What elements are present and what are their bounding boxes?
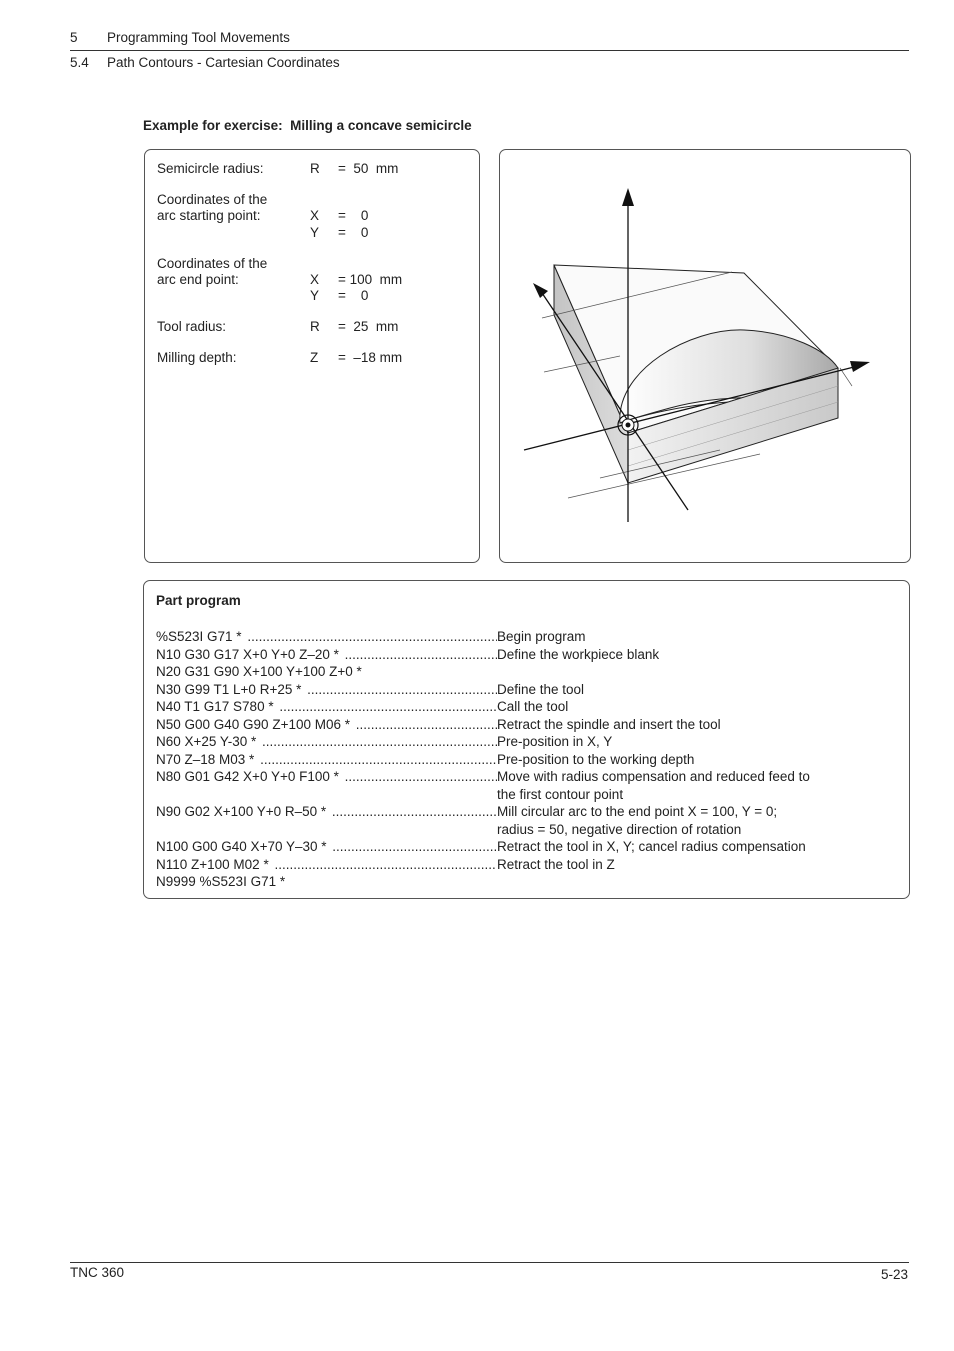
parameters-box (144, 149, 480, 563)
program-line (156, 856, 896, 874)
param-value: = 50 mm (338, 161, 399, 176)
param-label: Semicircle radius: (157, 161, 264, 176)
param-label: Tool radius: (157, 319, 227, 334)
program-description: Retract the tool in X, Y; cancel radius compensation (497, 839, 806, 854)
program-code (156, 873, 497, 891)
param-label: Coordinates of the arc end point: (157, 256, 268, 287)
param-symbol: Y (310, 225, 320, 240)
program-description: Define the workpiece blank (497, 646, 660, 662)
program-line (156, 821, 896, 839)
param-value: = 0 (338, 208, 369, 223)
part-program-box (143, 580, 910, 899)
program-description: Retract the spindle and insert the tool (497, 716, 721, 732)
program-code-text: N80 G01 G42 X+0 Y+0 F100 * (156, 769, 339, 784)
program-code-text: N110 Z+100 M02 * (156, 856, 269, 872)
program-line (156, 733, 896, 751)
program-code-text: N90 G02 X+100 Y+0 R–50 * (156, 804, 327, 819)
program-description (497, 663, 896, 681)
program-listing (156, 628, 896, 891)
example-title: Example for exercise: Milling a concave semicircle (143, 118, 472, 133)
program-line (156, 803, 896, 821)
program-code (156, 838, 497, 856)
param-value: = 0 (338, 288, 369, 303)
program-line (156, 663, 896, 681)
program-code-text (156, 822, 158, 837)
program-line (156, 681, 896, 699)
program-description (497, 873, 896, 891)
program-code (156, 821, 497, 839)
program-description: Call the tool (497, 699, 569, 714)
program-description: Begin program (497, 629, 586, 644)
page-number: 5-23 (880, 1267, 908, 1282)
program-code (156, 786, 497, 804)
program-line (156, 786, 896, 804)
running-header-section (70, 55, 340, 70)
part-program-title: Part program (156, 593, 241, 608)
program-description: Pre-position to the working depth (497, 751, 695, 767)
program-line (156, 646, 896, 664)
program-code-text: N100 G00 G40 X+70 Y–30 * (156, 839, 327, 854)
param-label: Milling depth: (157, 350, 237, 365)
section-number: 5.4 (70, 55, 89, 70)
program-code-text: N70 Z–18 M03 * (156, 751, 255, 767)
program-description: Pre-position in X, Y (497, 734, 613, 749)
program-line (156, 751, 896, 769)
program-code (156, 681, 497, 699)
program-line (156, 716, 896, 734)
program-code-text: N50 G00 G40 G90 Z+100 M06 * (156, 716, 350, 732)
illustration-box (499, 149, 911, 563)
param-symbol: X (310, 272, 320, 287)
header-rule (70, 50, 909, 51)
program-description: Move with radius compensation and reduced feed to (497, 769, 810, 784)
param-symbol: R (310, 319, 320, 334)
program-line (156, 838, 896, 856)
param-symbol: X (310, 208, 320, 223)
program-code (156, 803, 497, 821)
program-code-text: N10 G30 G17 X+0 Y+0 Z–20 * (156, 646, 339, 662)
param-value: = 0 (338, 225, 369, 240)
program-description: Define the tool (497, 681, 585, 697)
program-code-text: N40 T1 G17 S780 * (156, 699, 274, 714)
program-code (156, 716, 497, 734)
param-value: = –18 mm (338, 350, 403, 365)
program-code (156, 768, 497, 786)
program-description: Retract the tool in Z (497, 856, 615, 872)
chapter-number: 5 (70, 30, 78, 45)
workpiece-illustration (500, 150, 910, 562)
program-code-text: N9999 %S523I G71 * (156, 874, 286, 889)
param-symbol: R (310, 161, 320, 176)
program-line (156, 768, 896, 786)
program-code-text (156, 787, 158, 802)
param-symbol: Y (310, 288, 320, 303)
program-code (156, 856, 497, 874)
program-code (156, 628, 497, 646)
program-code-text: N20 G31 G90 X+100 Y+100 Z+0 * (156, 664, 362, 679)
program-code (156, 733, 497, 751)
param-value: = 100 mm (338, 272, 403, 287)
program-line (156, 698, 896, 716)
param-label: Coordinates of the arc starting point: (157, 192, 268, 223)
program-code-text: %S523I G71 * (156, 629, 242, 644)
program-code-text: N60 X+25 Y-30 * (156, 734, 257, 749)
program-description: Mill circular arc to the end point X = 100, Y = 0; (497, 804, 778, 819)
program-description: the first contour point (497, 786, 624, 802)
program-code (156, 646, 497, 664)
program-code (156, 751, 497, 769)
program-description: radius = 50, negative direction of rotation (497, 821, 742, 837)
program-code (156, 698, 497, 716)
program-code (156, 663, 497, 681)
chapter-title: Programming Tool Movements (107, 30, 290, 45)
footer-rule (70, 1262, 909, 1263)
param-value: = 25 mm (338, 319, 399, 334)
program-code-text: N30 G99 T1 L+0 R+25 * (156, 681, 302, 697)
running-header-chapter (70, 30, 290, 45)
program-line (156, 628, 896, 646)
param-symbol: Z (310, 350, 319, 365)
footer-product: TNC 360 (70, 1265, 125, 1280)
section-title: Path Contours - Cartesian Coordinates (107, 55, 340, 70)
program-line (156, 873, 896, 891)
